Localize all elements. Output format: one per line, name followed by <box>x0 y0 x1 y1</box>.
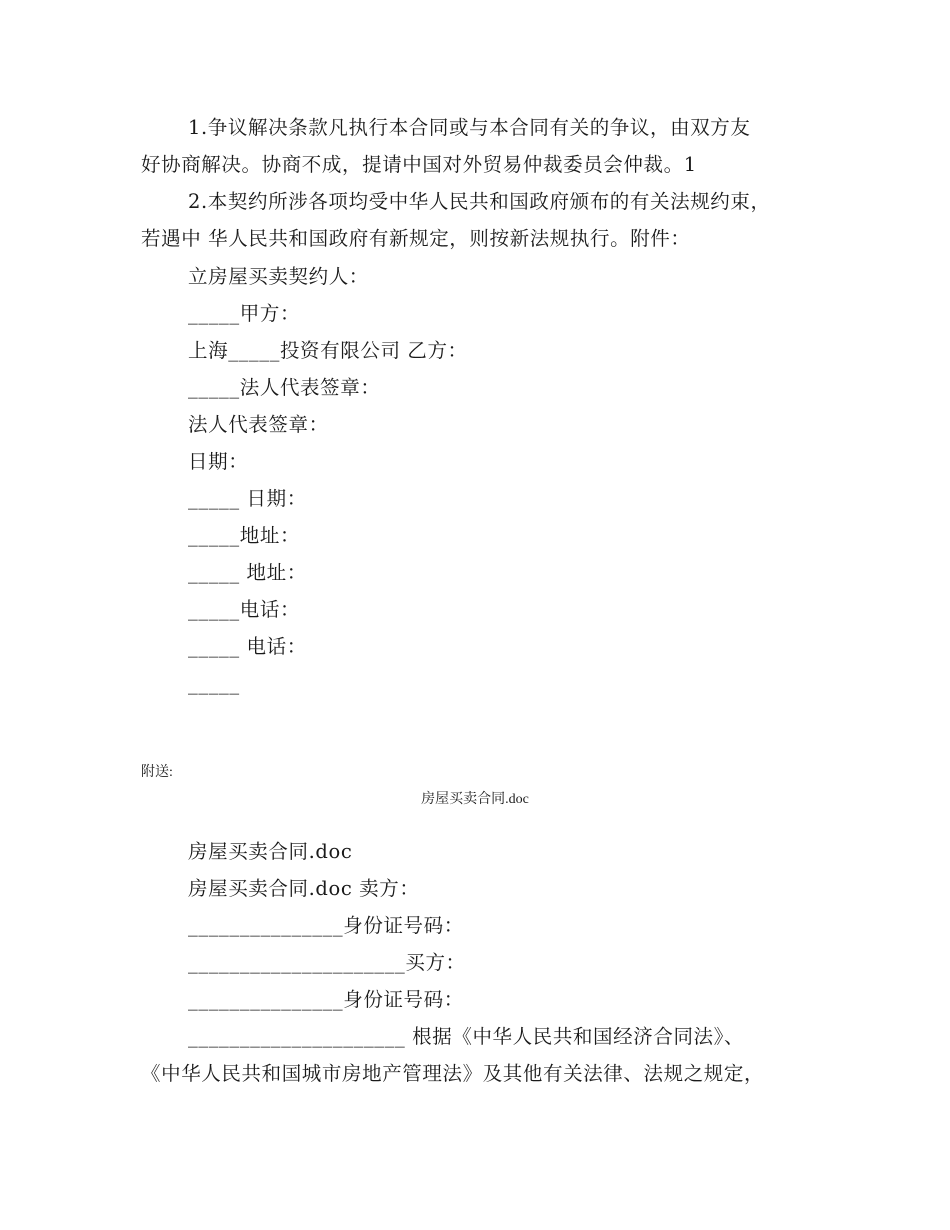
clause-1-line-1: 1.争议解决条款凡执行本合同或与本合同有关的争议，由双方友 <box>188 116 751 139</box>
attachment-file-title: 房屋买卖合同.doc <box>421 792 529 807</box>
contract-line: 房屋买卖合同.doc 卖方： <box>188 877 420 900</box>
party-line: _____法人代表签章： <box>188 376 381 399</box>
party-line: _____电话： <box>188 598 301 621</box>
contract-line: _______________身份证号码： <box>188 988 464 1011</box>
party-line: _____ 地址： <box>188 561 307 584</box>
party-line: 法人代表签章： <box>188 413 329 436</box>
party-line: _____ 电话： <box>188 635 307 658</box>
clause-2-line-2: 若遇中 华人民共和国政府有新规定，则按新法规执行。附件： <box>141 227 691 250</box>
party-line: _____甲方： <box>188 302 301 325</box>
contract-line: _______________身份证号码： <box>188 914 464 937</box>
party-line: 立房屋买卖契约人： <box>188 265 369 288</box>
clause-2-line-1: 2.本契约所涉各项均受中华人民共和国政府颁布的有关法规约束， <box>188 190 771 213</box>
party-line: 上海_____投资有限公司 乙方： <box>188 339 468 362</box>
party-line: _____地址： <box>188 524 301 547</box>
contract-basis-line-2: 《中华人民共和国城市房地产管理法》及其他有关法律、法规之规定， <box>141 1062 765 1085</box>
party-line: 日期： <box>188 450 249 473</box>
clause-1-line-2: 好协商解决。协商不成，提请中国对外贸易仲裁委员会仲裁。1 <box>141 153 697 176</box>
contract-line: 房屋买卖合同.doc <box>188 840 353 863</box>
contract-line: _____________________买方： <box>188 951 466 974</box>
attachment-label: 附送: <box>141 765 173 780</box>
contract-basis-line-1: _____________________ 根据《中华人民共和国经济合同法》、 <box>188 1025 745 1048</box>
party-line: _____ <box>188 672 240 695</box>
party-line: _____ 日期： <box>188 487 307 510</box>
